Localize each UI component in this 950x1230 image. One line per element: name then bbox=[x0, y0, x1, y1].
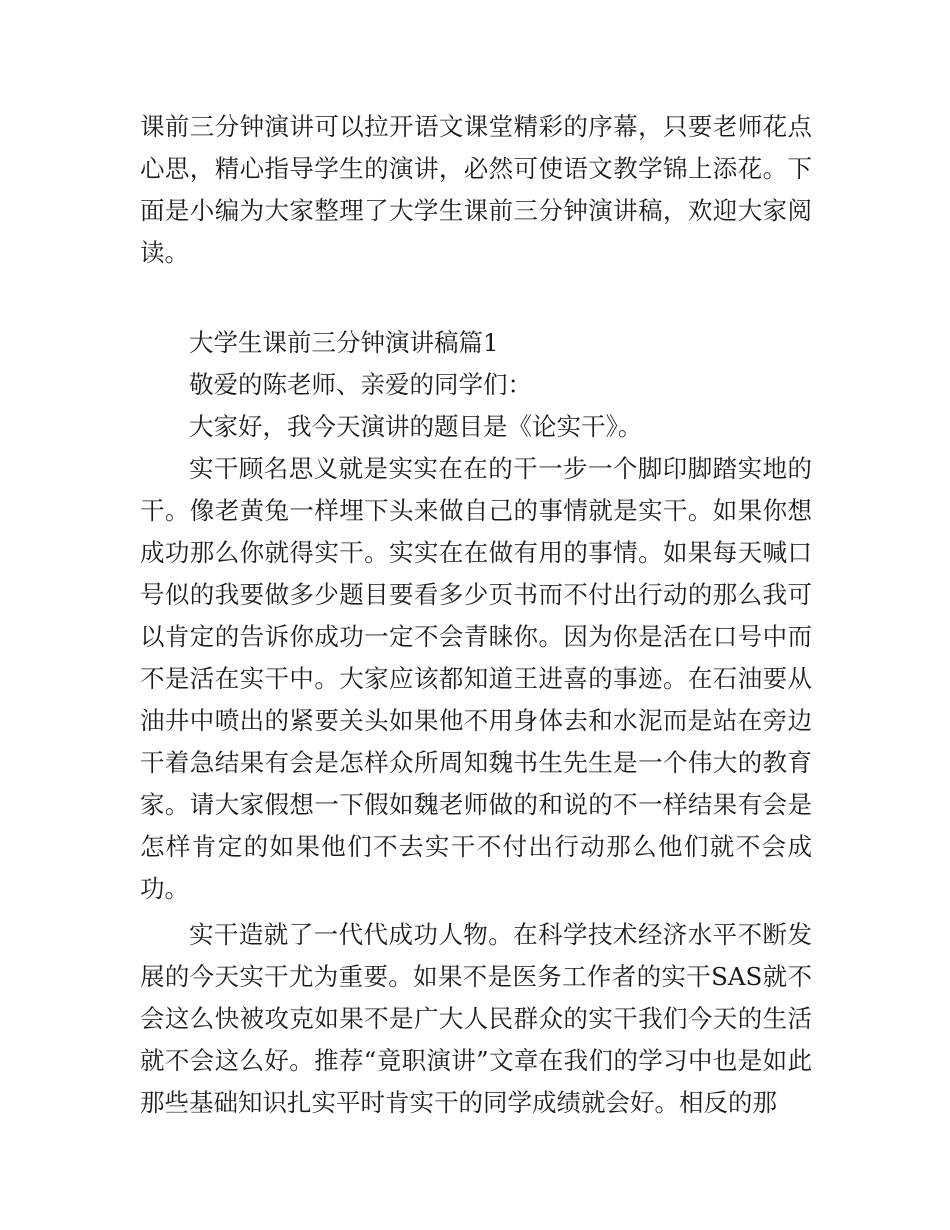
greeting-line: 敬爱的陈老师、亲爱的同学们： bbox=[189, 370, 532, 399]
section-heading: 大学生课前三分钟演讲稿篇1 bbox=[189, 328, 499, 357]
body-paragraph-2: 实干造就了一代代成功人物。在科学技术经济水平不断发展的今天实干尤为重要。如果不是医务工作者的实干SAS就不会这么快被攻克如果不是广大人民群众的实干我们今天的生活就不会这么好。推荐“竟职演讲”文章在我们的学习中也是如此那些基础知识扎实平时肯实干的同学成绩就会好。相反的那 bbox=[140, 920, 812, 1117]
body-paragraph-1: 实干顾名思义就是实实在在的干一步一个脚印脚踏实地的干。像老黄兔一样埋下头来做自己的事情就是实干。如果你想成功那么你就得实干。实实在在做有用的事情。如果每天喊口号似的我要做多少题目要看多少页书而不付出行动的那么我可以肯定的告诉你成功一定不会青睐你。因为你是活在口号中而不是活在实干中。大家应该都知道王进喜的事迹。在石油要从油井中喷出的紧要关头如果他不用身体去和水泥而是站在旁边干着急结果有会是怎样众所周知魏书生先生是一个伟大的教育家。请大家假想一下假如魏老师做的和说的不一样结果有会是怎样肯定的如果他们不去实干不付出行动那么他们就不会成功。 bbox=[140, 454, 812, 903]
opening-line: 大家好，我今天演讲的题目是《论实干》。 bbox=[189, 412, 643, 441]
intro-paragraph: 课前三分钟演讲可以拉开语文课堂精彩的序幕，只要老师花点心思，精心指导学生的演讲，必然可使语文教学锦上添花。下面是小编为大家整理了大学生课前三分钟演讲稿，欢迎大家阅读。 bbox=[140, 112, 812, 267]
